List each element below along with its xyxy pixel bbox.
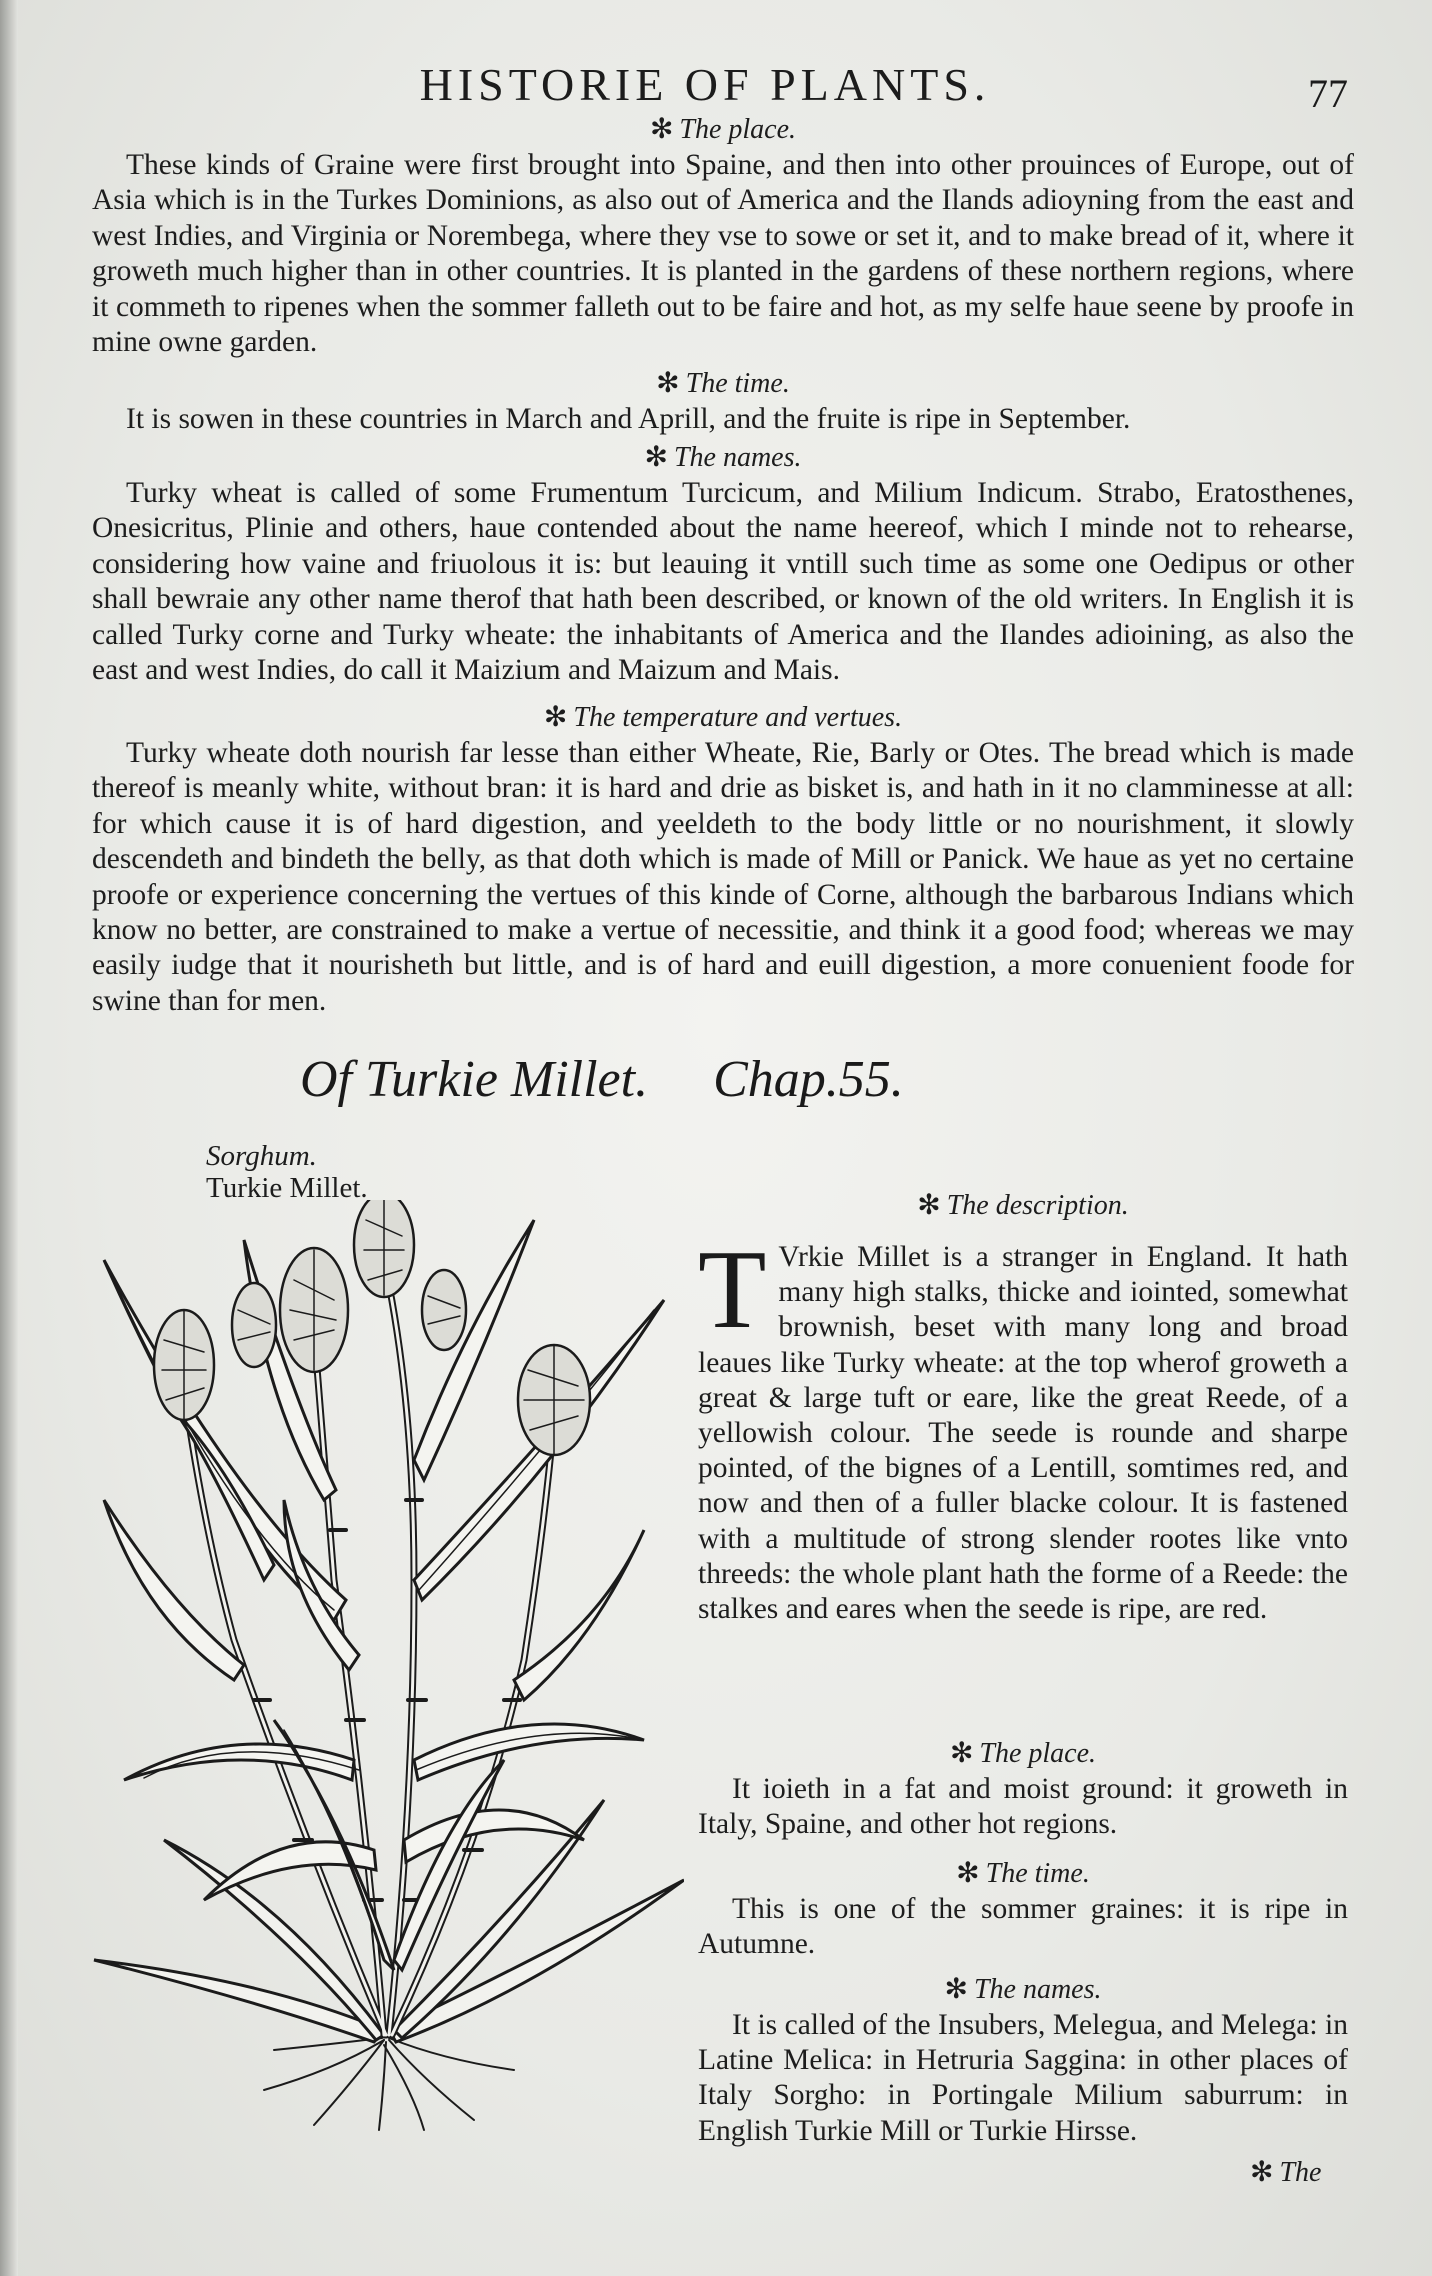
sorghum-woodcut-illustration <box>84 1200 684 2135</box>
figure-latin-name: Sorghum. <box>206 1140 317 1172</box>
page-number: 77 <box>1308 71 1348 116</box>
section-text: It ioieth in a fat and moist ground: it groweth in Italy, Spaine, and other hot regions. <box>698 1773 1348 1841</box>
section-text: Turky wheat is called of some Frumentum Turcicum, and Milium Indicum. Strabo, Eratosthenes, Onesicritus, Plinie and others, haue contended about the name heereof, which I minde not to rehearse, considering how vaine and friuolous it is: but leauing it vntill such time as some one Oedipus or other shall bewraie any other name therof that hath been described, or known of the old writers. In English it is called Turky corne and Turky wheate: the inhabitants of America and the Ilandes adioining, as also the east and west Indies, do call it Maizium and Maizum and Mais. <box>92 477 1354 687</box>
drop-capital: T <box>698 1228 767 1352</box>
section-heading: ✻ The names. <box>644 442 802 473</box>
right-section-description <box>698 1188 1348 1627</box>
ornament-icon: ✻ <box>656 368 680 399</box>
ornament-icon: ✻ <box>917 1190 941 1221</box>
figure-english-name: Turkie Millet. <box>206 1172 368 1204</box>
chapter-number: Chap.55. <box>713 1051 904 1108</box>
running-header: HISTORIE OF PLANTS. <box>419 59 991 110</box>
top-section-names <box>92 440 1354 688</box>
right-section-time <box>698 1856 1348 1962</box>
ornament-icon: ✻ <box>649 114 674 145</box>
ornament-icon: ✻ <box>944 1974 968 2005</box>
section-text: It is called of the Insubers, Melegua, and Melega: in Latine Melica: in Hetruria Saggina: in other places of Italy Sorgho: in Portingale Milium saburrum: in English Turkie Mill or Turkie Hirsse. <box>698 2009 1348 2147</box>
ornament-icon: ✻ <box>956 1858 980 1889</box>
page-edge <box>0 0 18 2276</box>
section-text: Turky wheate doth nourish far lesse than either Wheate, Rie, Barly or Otes. The bread which is made thereof is meanly white, without bran: it is hard and drie as bisket is, and hath in it no clamminesse at all: for which cause it is of hard digestion, and yeeldeth to the body little or no nourishment, it slowly descendeth and bindeth the belly, as that doth which is made of Mill or Panick. We haue as yet no certaine proofe or experience concerning the vertues of this kinde of Corne, although the barbarous Indians which know no better, are constrained to make a vertue of necessitie, and think it a good food; whereas we may easily iudge that it nourisheth but little, and is of hard and euill digestion, a more conuenient foode for swine than for men. <box>92 737 1354 1017</box>
section-heading: ✻ The description. <box>917 1190 1129 1221</box>
section-heading: ✻ The place. <box>949 1738 1097 1769</box>
section-heading: ✻ The names. <box>944 1974 1102 2005</box>
ornament-icon: ✻ <box>644 442 668 473</box>
ornament-icon: ✻ <box>949 1738 974 1769</box>
section-heading: ✻ The place. <box>649 114 797 145</box>
chapter-title: Of Turkie Millet. Chap.55. <box>300 1051 904 1108</box>
section-heading: ✻ The time. <box>656 368 790 399</box>
section-heading: ✻ The temperature and vertues. <box>543 702 903 733</box>
catchword: ✻ The <box>1250 2157 1322 2188</box>
section-text: T Vrkie Millet is a stranger in England. It hath many high stalks, thicke and iointed, somewhat brownish, beset with many long and broad leaues like Turky wheate: at the top wherof groweth a great & large tuft or eare, like the great Reede, of a yellowish colour. The seede is rounde and sharpe pointed, of the bignes of a Lentill, somtimes red, and now and then of a fuller blacke colour. It is fastened with a multitude of strong slender rootes like vnto threeds: the whole plant hath the forme of a Reede: the stalkes and eares when the seede is ripe, are red. <box>698 1228 1348 1626</box>
section-text: It is sowen in these countries in March and Aprill, and the fruite is ripe in September. <box>126 403 1131 435</box>
top-section-time <box>92 366 1354 437</box>
section-text: This is one of the sommer graines: it is ripe in Autumne. <box>698 1893 1348 1961</box>
right-section-names <box>698 1972 1348 2149</box>
top-section-vertues <box>92 700 1354 1019</box>
top-section-place <box>92 112 1354 360</box>
right-section-place <box>698 1736 1348 1842</box>
section-text: These kinds of Graine were first brought into Spaine, and then into other prouinces of Europe, out of Asia which is in the Turkes Dominions, as also out of America and the Ilands adioyning from the east and west Indies, and Virginia or Norembega, where they vse to sowe or set it, and to make bread of it, where it groweth much higher than in other countries. It is planted in the gardens of these northern regions, where it commeth to ripenes when the sommer falleth out to be faire and hot, as my selfe haue seene by proofe in mine owne garden. <box>92 149 1354 359</box>
ornament-icon: ✻ <box>543 702 568 733</box>
section-heading: ✻ The time. <box>956 1858 1090 1889</box>
